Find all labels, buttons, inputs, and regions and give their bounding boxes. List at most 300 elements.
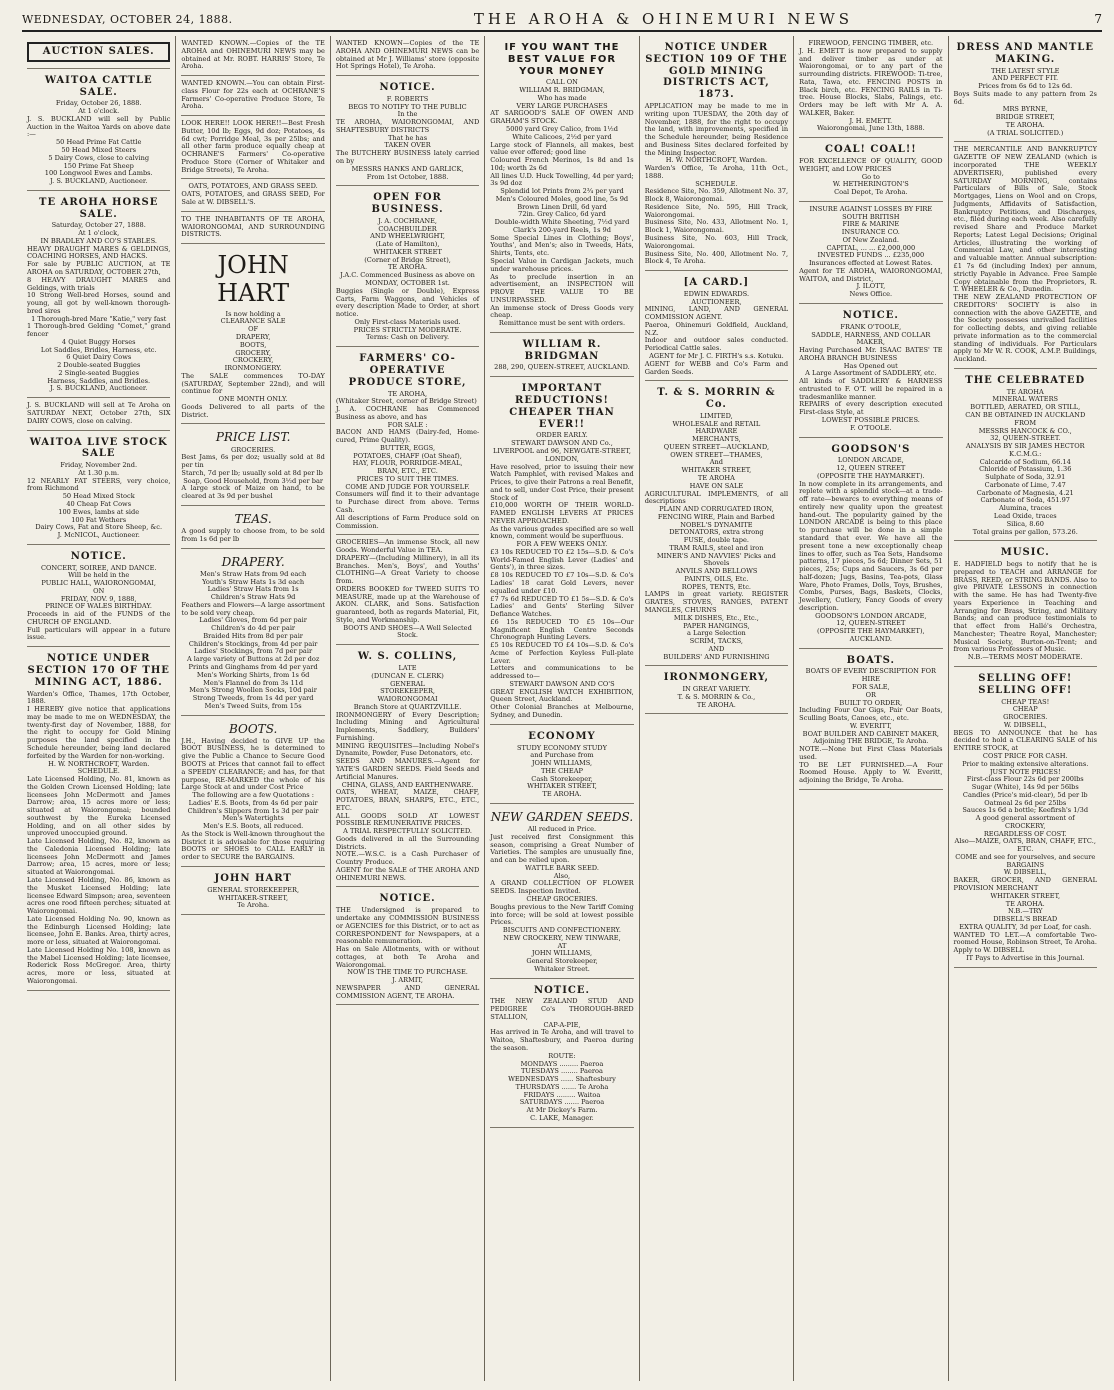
ad-line: Chloride of Potassium, 1.36	[979, 465, 1072, 474]
ad-line: GENERAL	[390, 679, 425, 688]
ad-heading: W. S. COLLINS,	[357, 651, 458, 663]
ad-line: Goods delivered in all the Surrounding Districts.	[335, 834, 480, 851]
newspaper-title: THE AROHA & OHINEMURI NEWS	[473, 10, 854, 28]
ad-line: Ladies' Straw Hats from 1s	[207, 585, 299, 594]
ad-line: £5 10s REDUCED TO £4 10s—S.D. & Co's Acme of Perfection Keyless Full-plate Lever.	[490, 641, 634, 665]
ad-line: Insurances effected at Lowest Rates.	[808, 259, 933, 268]
ad-line: TRAM RAILS, steel and iron	[669, 543, 764, 552]
ad-line: IT Pays to Advertise in this Journal.	[966, 953, 1085, 962]
ad-heading: JOHN HART	[214, 872, 292, 884]
ad-line: Warden's Office, Thames, 17th October, 1888.	[27, 689, 171, 706]
ad-line: Men's E.S. Boots, all reduced.	[203, 822, 304, 831]
ad-line: AUCTIONEER,	[691, 297, 742, 306]
ad-line: Go to	[861, 172, 880, 181]
ad-line: Some Special Lines in Clothing; Boys', Youths', and Men's; also in Tweeds, Hats, Shirts, Tents, etc.	[490, 233, 634, 258]
ad-line: Youth's Straw Hats 1s 3d each	[202, 577, 305, 586]
ad-line: WEDNESDAYS ...... Shaftesbury	[508, 1075, 616, 1084]
ad-line: BOOTS,	[239, 340, 267, 349]
ad-line: For sale by PUBLIC AUCTION, at TE AROHA on SATURDAY, OCTOBER 27th,	[27, 260, 171, 276]
column-3	[331, 36, 485, 1381]
ad-heading: NOTICE.	[70, 550, 127, 562]
ad-line: MRS BYRNE,	[1002, 105, 1048, 114]
ad-line: W. DIBSELL,	[1003, 720, 1047, 729]
ad-line: 72in. Grey Calico, 6d yard	[518, 210, 606, 219]
ad-line: ORDER EARLY.	[536, 431, 588, 440]
ad-line: WILLIAM R. BRIDGMAN,	[519, 86, 605, 95]
ad-heading: IMPORTANT REDUCTIONS! CHEAPER THAN EVER!!	[509, 383, 615, 430]
ad-line: JOHN WILLIAMS,	[531, 759, 593, 768]
advertisement	[799, 304, 942, 438]
ad-line: BISCUITS AND CONFECTIONERY.	[502, 926, 622, 935]
ad-line: Terms: Cash on Delivery.	[366, 333, 450, 342]
advertisement	[490, 804, 633, 979]
ad-heading: NOTICE.	[379, 82, 436, 94]
ad-line: BOOTS AND SHOES—A Well Selected Stock.	[343, 623, 472, 640]
ad-line: COME AND JUDGE FOR YOURSELF.	[345, 482, 470, 491]
advertisement	[490, 36, 633, 333]
ad-line: FOR SALE,	[852, 683, 890, 692]
ad-line: Harness, Saddles, and Bridles.	[47, 376, 151, 385]
ad-line: OATS, POTATOES, and GRASS SEED, For Sale at W. DIBSELL'S.	[181, 190, 325, 207]
ad-line: MONDAYS ......... Paeroa	[520, 1059, 604, 1068]
ad-line: In the	[397, 110, 418, 119]
ad-line: NOBEL'S DYNAMITE	[680, 520, 753, 529]
ad-line: 1 Thorough-bred Gelding "Comet," grand fencer	[27, 322, 171, 339]
ad-line: FIRE & MARINE	[842, 220, 900, 229]
ad-line: PAPER HANGINGS,	[683, 621, 750, 630]
ad-line: WANTED KNOWN—Copies of the TE AROHA AND OHINEMURI NEWS can be obtained at Mr J. Williams' store (opposite Hot Springs Hotel), Te Aroha.	[335, 39, 480, 71]
ad-line: NEW CROCKERY, NEW TINWARE,	[503, 933, 621, 942]
ad-line: LONDON ARCADE,	[837, 456, 904, 465]
ad-line: Lead Oxide, traces	[993, 511, 1057, 520]
ad-line: QUEEN STREET—AUCKLAND,	[663, 442, 770, 451]
ad-heading: DRESS AND MANTLE MAKING.	[956, 42, 1094, 65]
ad-line: Prices from 6s 6d to 12s 6d.	[978, 82, 1073, 91]
ad-line: FOR A FEW WEEKS ONLY.	[516, 540, 608, 549]
ad-line: Men's Working Shirts, from 1s 6d	[196, 670, 310, 679]
ad-line: GROCERY,	[235, 348, 272, 357]
ad-line: Friday, October 26, 1888.	[55, 99, 142, 108]
ad-line: Paeroa, Ohinemuri Goldfield, Auckland, N.Z.	[644, 320, 789, 337]
ad-line: J.A.C. Commenced Business as above on	[340, 271, 475, 280]
ad-line: DIBSELL'S BREAD	[993, 915, 1058, 924]
ad-heading: T. & S. MORRIN & Co.	[657, 387, 776, 411]
ad-line: OWEN STREET—THAMES,	[670, 450, 763, 459]
ad-line: GROCERIES.	[1003, 713, 1048, 722]
ad-line: Waiorongomai, June 13th, 1888.	[816, 124, 925, 133]
ad-line: THE Undersigned is prepared to undertake any COMMISSION BUSINESS or AGENCIES for this District, or to act as CORRESPONDENT for Newspapers, at a reasonable remuneration.	[335, 906, 480, 946]
ad-line: All reduced in Price.	[527, 825, 597, 834]
ad-line: LIVERPOOL and 96, NEWGATE-STREET, LONDON,	[493, 446, 631, 463]
ad-line: As the Stock is Well-known throughout the District it is advisable for those requiring BOOTS or SHOES to CALL EARLY in order to SECURE the BARGAINS.	[181, 829, 325, 862]
ad-line: GOODSON'S LONDON ARCADE,	[815, 611, 927, 620]
ad-line: IN GREAT VARIETY.	[682, 685, 751, 694]
advertisement	[27, 647, 170, 990]
ad-heading: SELLING OFF! SELLING OFF!	[978, 673, 1073, 696]
ad-line: Of New Zealand.	[842, 235, 899, 244]
ad-heading: DRAPERY.	[221, 554, 285, 569]
ad-line: £3 10s REDUCED TO £2 15s—S.D. & Co's World-Famed English Lever (Ladies' and Gents'), in three sizes.	[490, 547, 634, 572]
ad-line: BOAT BUILDER AND CABINET MAKER,	[802, 729, 940, 738]
advertisement	[954, 36, 1097, 142]
ad-line: WANTED TO LET.—A comfortable Two-roomed House, Robinson Street, Te Aroha. Apply to W. DIBSELL	[953, 930, 1097, 955]
ad-line: W. EVERITT,	[849, 721, 892, 730]
ad-line: A TRIAL RESPECTFULLY SOLICITED.	[343, 827, 472, 836]
ad-line: Men's Watertights	[222, 814, 284, 823]
ad-line: £8 10s REDUCED TO £7 10s—S.D. & Co's Ladies' 18 carat Gold Levers, never equalled under £10.	[490, 571, 634, 595]
ad-line: Late Licensed Holding, No. 81, known as the Golden Crown Licensed Holding; late licensees John McDermott and James Darrow; area, 15 acres more or less; situated at Waiorongomai; bounded southwest by the Eureka Licensed Holding, and on all other sides by unproved unoccupied ground.	[27, 775, 171, 838]
advertisement	[645, 381, 788, 666]
advertisement	[645, 36, 788, 271]
ad-line: MINER'S AND NAVVIES' Picks and Shovels	[656, 551, 776, 568]
ad-line: 5000 yard Grey Calico, from 1½d	[506, 124, 618, 133]
ad-line: NOTE.—None but First Class Materials used.	[799, 745, 943, 761]
ad-line: I HEREBY give notice that applications may be made to me on WEDNESDAY, the twenty-first day of November, 1888, for the right to occupy for Gold Mining purposes the land specified in the Schedule hereunder, being land declared forfeited by the Warden for non-working.	[27, 705, 171, 760]
ad-line: Saturday, October 27, 1888.	[51, 221, 146, 230]
ad-line: MINERAL WATERS	[992, 395, 1059, 404]
ad-line: H. W. NORTHCROFT, Warden.	[665, 156, 768, 165]
ad-line: COACHBUILDER	[378, 224, 437, 233]
ad-line: WAIORONGOMAI	[377, 695, 438, 704]
ad-line: OATS, WHEAT, MAIZE, CHAFF, POTATOES, BRAN, SHARPS, ETC., ETC., ETC.	[335, 788, 480, 812]
ad-line: NEWSPAPER AND GENERAL COMMISSION AGENT, TE AROHA.	[335, 983, 480, 1000]
ad-line: JUST NOTE PRICES!	[989, 767, 1061, 776]
ad-line: All lines U.D. Huck Towelling, 4d per yard; 3s 9d doz	[490, 171, 634, 188]
ad-line: COST PRICE FOR CASH.	[982, 751, 1068, 760]
ad-line: APPLICATION may be made to me in writing upon TUESDAY, the 20th day of November, 1888, for the right to occupy the land, with improvements, specified in the Schedule hereunder, being Residence and Business Sites declared forfeited by the Mining Inspector.	[644, 101, 789, 157]
ad-heading: TE AROHA HORSE SALE.	[39, 196, 159, 220]
advertisement	[27, 36, 170, 69]
ad-line: (DUNCAN E. CLERK)	[371, 671, 444, 680]
ad-line: Soap, Good Household, from 3½d per bar	[183, 476, 324, 485]
ad-line: CLEARANCE SALE	[220, 317, 286, 326]
ad-line: Prior to making extensive alterations.	[962, 759, 1089, 768]
ad-line: Candles (Price's mid-clear), 5d per lb	[962, 790, 1088, 799]
ad-line: SCRIM, TACKS,	[689, 637, 744, 646]
ad-line: E. HADFIELD begs to notify that he is prepared to TEACH and ARRANGE for BRASS, REED, or STRING BANDS. Also to give PRIVATE LESSONS in connection with the same. He has had Twenty-five years Experience in Teaching and Arranging for Brass, String, and Military Bands; and can produce testimonials to that effect from Hallé's Orchestra, Manchester; Theatre Royal, Manchester; Musical Society, Burton-on-Trent; and from various Professors of Music.	[953, 560, 1097, 654]
ad-heading: NOTICE.	[379, 893, 436, 905]
ad-line: J. ARMIT,	[392, 976, 424, 985]
ad-line: LOWEST POSSIBLE PRICES.	[821, 415, 920, 424]
ad-heading: GOODSON'S	[831, 443, 911, 455]
advertisement	[181, 549, 324, 716]
ad-heading: IF YOU WANT THE BEST VALUE FOR YOUR MONEY	[504, 42, 620, 77]
ad-line: a Large Selection	[686, 629, 746, 638]
ad-line: MINING, LAND, AND GENERAL COMMISSION AGENT.	[644, 305, 789, 322]
ad-line: THE LATEST STYLE	[990, 66, 1060, 75]
ad-line: FIREWOOD, FENCING TIMBER, etc.	[808, 39, 934, 47]
ad-line: Men's Strong Woollen Socks, 10d pair	[189, 686, 317, 695]
ad-line: AGENT for Mr J. C. FIRTH's s.s. Kotuku.	[649, 351, 784, 360]
advertisement	[27, 431, 170, 545]
ad-line: AGENT for the SALE of THE AROHA AND OHINEMURI NEWS.	[335, 865, 480, 882]
ad-line: 12, QUEEN-STREET	[836, 619, 906, 628]
ad-line: The BUTCHERY BUSINESS lately carried on by	[335, 149, 480, 165]
ad-line: T. & S. MORRIN & Co.,	[677, 692, 756, 701]
ad-line: Full particulars will appear in a future issue.	[27, 625, 171, 642]
ad-heading: IRONMONGERY,	[663, 672, 770, 684]
ad-line: Alumina, traces	[998, 504, 1052, 513]
ad-line: ON	[93, 586, 105, 595]
ad-line: Agent for TE AROHA, WAIORONGOMAI, WAITOA, and District,	[799, 266, 943, 283]
advertisement	[181, 506, 324, 549]
ad-heading: JOHN HART	[217, 251, 290, 308]
ad-line: The SALE commences TO-DAY (SATURDAY, September 22nd), and will continue for	[181, 371, 325, 396]
ad-heading: ECONOMY	[528, 730, 596, 742]
ad-line: AND WHEELWRIGHT,	[370, 232, 445, 241]
ad-line: That he has	[387, 133, 428, 142]
ad-line: Adjoining THE BRIDGE, Te Aroha.	[813, 737, 929, 746]
ad-line: Ladies' Gloves, from 6d per pair	[199, 616, 307, 625]
ad-line: 1 Thorough-bred Mare "Katie," very fast	[31, 314, 167, 323]
ad-line: PRICES STRICTLY MODERATE.	[353, 325, 462, 334]
ad-line: TE AROHA	[1006, 387, 1044, 396]
ad-line: TO BE LET FURNISHED.—A Four Roomed House. Apply to W. Everitt, adjoining the Bridge, Te Aroha.	[799, 760, 943, 785]
ad-line: THE MERCANTILE AND BANKRUPTCY GAZETTE OF NEW ZEALAND (which is incorporated THE WEEKLY ADVERTISER), published every SATURDAY MORNING, contains Particulars of Bills of Sale, Stock Mortgages, Liens on Wool and on Crops, Judgments, Affidavits of Satisfaction, Bankruptcy Petitions, and Discharges, etc., filed during each week. Also carefully revised Share and Produce Market Reports; Latest Legal Decisions; Original Articles, illustrating the working of Commercial Law, and other interesting and valuable matter. Annual subscription: £1 7s 6d (including Index) per annum, strictly Payable in Advance. Free Sample Copy obtainable from the Proprietors, R. T. WHEELER & Co., Dunedin.	[953, 145, 1097, 294]
ad-line: 50 Head Prime Fat Cattle	[55, 138, 142, 147]
ad-line: DRAPERY—(Including Millinery), in all its Branches. Men's, Boys', and Youths' CLOTHING—A Great Variety to choose from.	[335, 553, 480, 586]
ad-line: A good general assortment of	[975, 814, 1075, 823]
ad-line: IRONMONGERY.	[224, 364, 282, 373]
ad-line: 12 NEARLY FAT STEERS, very choice, from Richmond	[27, 476, 171, 493]
ad-line: Oatmeal 2s 6d per 25lbs	[984, 798, 1067, 807]
page-number: 7	[1094, 12, 1102, 26]
ad-line: HARDWARE	[695, 427, 738, 436]
ad-line: H. W. NORTHCROFT, Warden.	[48, 759, 150, 768]
advertisement	[490, 725, 633, 804]
ad-line: Prints and Ginghams from 4d per yard	[188, 662, 318, 671]
ad-line: In now complete in its arrangements, and replete with a splendid stock—at a trade-off rate—bewarcs to everything means of entirely new quality upon the greatest hand-out. The popularity gained by the LONDON ARCADE is being to this place to purchase will be done in a simple standard that ever. We have all the present tone a new exceptionally cheap lines to offer, such as Tea Sets, Handsome patterns, 17 pieces, 5s 6d; Dinner Sets, 51 pieces, 25s; Cups and Saucers, 3s 6d per half-dozen; Jugs, Basins, Tea-pots, Glass Ware, Photo Frames, Dolls, Toys, Brushes, Combs, Purses, Bags, Baskets, Clocks, Jewellery, Cutlery, Fancy Goods of every description.	[799, 479, 943, 612]
ad-heading: WILLIAM R. BRIDGMAN	[522, 338, 602, 362]
ad-line: Strong Tweeds, from 1s 4d per yard	[192, 694, 314, 703]
ad-line: White Calicoes, 2½d per yard	[512, 132, 612, 141]
ad-line: CHEAP	[1012, 705, 1038, 714]
ad-line: Children's Stockings, from 4d per pair	[188, 639, 318, 648]
ad-line: WHITAKER STREET,	[527, 782, 597, 791]
ad-line: FROM	[1014, 418, 1037, 427]
ad-line: SATURDAYS ....... Paeroa	[519, 1098, 605, 1107]
ad-line: INSURANCE CO.	[841, 228, 900, 237]
ad-line: Men's Flannel do from 3s 11d	[203, 678, 304, 687]
advertisement	[181, 179, 324, 211]
ad-line: LOOK HERE!! LOOK HERE!!—Best Fresh Butter, 10d lb; Eggs, 9d doz; Potatoes, 4s 6d cwt; Porridge Meal, 3s per 25lbs; and all other farm produce equally cheap at OCHRANE'S Farmers' Co-operative Produce Store (Corner of Whitaker and Bridge Streets), Te Aroha.	[181, 119, 325, 174]
ad-heading: MUSIC.	[1000, 547, 1050, 559]
ad-line: STUDY ECONOMY STUDY	[516, 743, 607, 752]
ad-line: All descriptions of Farm Produce sold on Commission.	[335, 513, 480, 530]
ad-line: ORDERS BOOKED for TWEED SUITS TO MEASURE, made up at the Warehouse of AKON. CLARK, and Sons. Satisfaction guaranteed, both as regards Material, Fit, Style, and Workmanship.	[335, 584, 480, 624]
ad-line: and Purchase from	[530, 751, 594, 760]
advertisement	[799, 36, 942, 138]
column-2	[176, 36, 330, 1381]
ad-line: Braided Hits from 8d per pair	[203, 631, 303, 640]
ad-line: Silica, 8.60	[1006, 519, 1044, 528]
ad-line: Lot Saddles, Bridles, Harness, etc.	[40, 345, 157, 354]
advertisement	[27, 545, 170, 647]
advertisement	[490, 979, 633, 1128]
column-4	[485, 36, 639, 1381]
ad-line: FUSE, double tape.	[683, 536, 750, 545]
ad-line: LAMPS in great variety. REGISTER GRATES, STOVES, RANGES, PATENT MANGLES, CHURNS	[644, 590, 789, 615]
ad-line: Has arrived in Te Aroha, and will travel to Waitoa, Shaftesbury, and Paeroa during the season.	[490, 1028, 634, 1053]
ad-line: WHITAKER STREET,	[681, 466, 752, 475]
ad-line: CONCERT, SOIREE, AND DANCE.	[40, 563, 157, 572]
ad-heading: FARMERS' CO-OPERATIVE PRODUCE STORE,	[348, 353, 467, 388]
advertisement	[336, 36, 479, 76]
ad-heading: [A CARD.]	[683, 277, 750, 289]
ad-line: SOUTH BRITISH	[842, 212, 900, 221]
ad-line: As the various grades specified are so well known, comment would be superfluous.	[490, 524, 634, 541]
advertisement	[799, 202, 942, 304]
ad-line: (OPPOSITE THE HAYMARKET).	[817, 471, 925, 480]
ad-line: BEGS TO ANNOUNCE that he has decided to hold a CLEARING SALE of his ENTIRE STOCK, at	[953, 728, 1097, 753]
ad-line: As to preclude insertion in an advertisement, an INSPECTION will PROVE THE VALUE TO BE UNSURPASSED.	[490, 272, 634, 304]
ad-line: 2 Single-seated Buggies	[58, 368, 140, 377]
ad-line: Business Site, No. 400, Allotment No. 7, Block 4, Te Aroha.	[644, 249, 789, 266]
ad-line: WANTED KNOWN.—You can obtain First-class Flour for 22s each at OCHRANE'S Farmers' Co-operative Produce Store, Te Aroha.	[181, 79, 325, 111]
ad-line: Late Licensed Holding No. 90, known as the Edinburgh Licensed Holding; late licensee, John E. Banks. Area, thirty acres, more or less, situated at Waiorongomai.	[27, 914, 171, 947]
ad-line: A large stock of Maize on hand, to be cleared at 3s 9d per bushel	[181, 484, 325, 501]
ad-line: Late Licensed Holding, No. 86, known as the Musket Licensed Holding; late licensee Edward Simpson; area, seventeen acres one rood fifteen perches; situated at Waiorongomai.	[27, 876, 171, 916]
advertisement	[799, 649, 942, 790]
ad-line: HAY, FLOUR, PORRIDGE-MEAL,	[352, 459, 463, 468]
ad-line: £7 7s 6d REDUCED TO £1 5s—S.D. & Co's Ladies' and Gents' Sterling Silver Defiance Watches.	[490, 594, 634, 619]
advertisement	[336, 76, 479, 186]
ad-line: Best Jams, 6s per doz; usually sold at 8d per tin	[181, 453, 325, 470]
advertisement	[181, 116, 324, 179]
ad-line: PLAIN AND CORRUGATED IRON,	[659, 505, 774, 514]
ad-line: WHITAKER STREET	[373, 247, 442, 256]
ad-line: J. S. BUCKLAND, Auctioneer.	[50, 384, 148, 393]
ad-line: COME and see for yourselves, and secure	[955, 852, 1096, 861]
ad-line: Children's Straw Hats 9d	[210, 593, 296, 602]
advertisement	[181, 867, 324, 915]
ad-line: Coloured French Merinos, 1s 8d and 1s 10d; worth 2s 6d	[490, 156, 634, 172]
ad-line: £10,000 WORTH OF THEIR WORLD-FAMED ENGLISH LEVERS AT PRICES NEVER APPROACHED.	[490, 501, 634, 525]
ad-line: HEAVY DRAUGHT MARES & GELDINGS, COACHING HORSES, AND HACKS.	[27, 244, 171, 261]
ad-heading: NEW GARDEN SEEDS.	[490, 809, 634, 824]
ad-line: From 1st October, 1888.	[366, 172, 449, 181]
advertisement	[181, 212, 324, 244]
ad-line: 8 HEAVY DRAUGHT MARES and Geldings, with trials	[27, 275, 171, 292]
ad-line: Boys Suits made to any pattern from 2s 6d.	[953, 89, 1097, 106]
ad-line: Cash Storekeeper,	[531, 774, 593, 783]
ad-line: 5 Dairy Cows, close to calving	[48, 153, 150, 162]
ad-line: All kinds of SADDLERY & HARNESS entrusted to F. O'T. will be repaired in a tradesmanlike manner.	[799, 377, 943, 401]
ad-heading: PRICE LIST.	[215, 430, 291, 445]
ad-line: 50 Head Mixed Stock	[62, 492, 135, 501]
ad-line: Large stock of Flannels, all makes, best value ever offered; good line	[490, 140, 634, 157]
advertisement	[336, 186, 479, 347]
ad-line: TE AROHA, WAIORONGOMAI, AND SHAFTESBURY DISTRICTS	[335, 118, 480, 134]
ad-line: Having Purchased Mr. ISAAC BATES' TE AROHA BRANCH BUSINESS	[799, 346, 943, 362]
ad-line: At 1 o'clock.	[78, 107, 120, 116]
ad-line: BOATS OF EVERY DESCRIPTION FOR HIRE	[805, 667, 936, 684]
ad-line: SADDLE, HARNESS, AND COLLAR MAKER,	[811, 330, 931, 347]
ad-line: AT	[557, 941, 567, 950]
ad-line: FRIDAYS ......... Waitoa	[523, 1090, 601, 1099]
ad-line: INSURE AGAINST LOSSES BY FIRE	[809, 204, 933, 213]
ad-line: VERY LARGE PURCHASES	[516, 101, 608, 110]
ad-line: (Late of Hamilton),	[375, 240, 440, 249]
ad-line: Indoor and outdoor sales conducted. Periodical Cattle sales.	[644, 336, 789, 353]
ad-line: J. A. COCHRANE,	[378, 216, 438, 225]
ad-line: BUILT TO ORDER,	[839, 698, 903, 707]
ad-line: 2 Double-seated Buggies	[57, 361, 141, 370]
ad-line: SCHEDULE.	[77, 767, 120, 776]
ad-line: BUTTER, EGGS,	[380, 443, 436, 452]
ad-line: Friday, November 2nd.	[60, 461, 138, 470]
ad-line: Will be held in the	[68, 571, 130, 580]
ad-line: Men's Straw Hats from 9d each	[200, 569, 307, 578]
ad-line: NOW IS THE TIME TO PURCHASE.	[347, 968, 468, 977]
ad-line: Men's Tweed Suits, from 15s	[204, 701, 302, 710]
ad-line: WHITAKER-STREET,	[218, 893, 289, 902]
ad-line: PRINCE OF WALES BIRTHDAY.	[45, 602, 153, 611]
ad-line: INVESTED FUNDS ... £235,000	[817, 251, 925, 260]
ad-line: MONDAY, OCTOBER 1st.	[365, 279, 450, 287]
ad-line: Buggies (Single or Double), Express Carts, Farm Waggons, and Vehicles of every description Made to Order, at short notice.	[335, 286, 480, 319]
ad-line: The following are a few Quotations :	[192, 791, 314, 800]
ad-line: PRICES TO SUIT THE TIMES.	[356, 474, 459, 483]
ad-line: 32, QUEEN-STREET.	[990, 434, 1061, 443]
ad-line: Only First-class Materials used.	[354, 317, 461, 326]
ad-line: FENCING WIRE, Plain and Barbed	[657, 512, 775, 521]
ad-heading: WAITOA LIVE STOCK SALE	[29, 436, 168, 460]
ad-line: A GRAND COLLECTION OF FLOWER SEEDS. Inspection Invited.	[490, 879, 634, 896]
ad-line: 6 Quiet Dairy Cows	[66, 353, 132, 362]
ad-line: Men's Coloured Moles, good line, 5s 9d	[495, 194, 629, 203]
ad-line: LATE	[398, 664, 417, 673]
ad-line: And	[709, 458, 724, 467]
advertisement	[181, 244, 324, 424]
ad-line: TE AROHA.	[388, 263, 428, 272]
ad-line: (Corner of Bridge Street),	[364, 255, 451, 264]
ad-line: Sauces 1s 6d a bottle; Keefirsh's 1/3d	[962, 806, 1089, 815]
ad-line: Late Licensed Holding No. 108, known as the Mabel Licensed Holding; late licensee, Roderick Ross McGregor. Area, thirty acres, more or less, situated at Waiorongomai.	[27, 945, 171, 985]
columns	[22, 36, 1102, 1381]
ad-line: WANTED KNOWN.—Copies of the TE AROHA and OHINEMURI NEWS may be obtained at Mr. ROBT. HARRIS' Store, Te Aroha.	[181, 39, 325, 71]
ad-line: PUBLIC HALL, WAIORONGOMAI,	[41, 579, 156, 588]
ad-line: 150 Prime Fat Sheep	[63, 161, 134, 170]
ad-line: HAVE ON SALE	[689, 481, 744, 490]
ad-line: CAP-A-PIE,	[543, 1020, 581, 1029]
ad-line: 100 Fat Wethers	[71, 515, 127, 524]
ad-line: Brown Linen Drill, 6d yard	[517, 202, 607, 211]
ad-line: Including Four Oar Gigs, Pair Oar Boats, Sculling Boats, Canoes, etc., etc.	[799, 706, 943, 723]
ad-line: Splendid lot Prints from 2¾ per yard	[500, 187, 624, 196]
ad-line: ONE MONTH ONLY.	[218, 395, 288, 404]
ad-heading: BOOTS.	[228, 721, 278, 736]
ad-line: £6 15s REDUCED TO £5 10s—Our Magnificent English Centre Seconds Chronograph Hunting Levers.	[490, 617, 634, 642]
ad-line: N.B.—TRY	[1007, 907, 1043, 916]
ad-line: Dairy Cows, Fat and Store Sheep, &c.	[35, 523, 163, 532]
ad-line: LIMITED,	[700, 411, 733, 420]
advertisement	[490, 333, 633, 377]
ad-line: Sulphate of Soda, 32.91	[985, 473, 1066, 482]
ad-line: Have resolved, prior to issuing their new Watch Pamphlet, with revised Makes and Prices, to give their Patrons a real Benefit, and to sell, under Cost Price, their present Stock of	[490, 462, 634, 502]
ad-line: TO THE INHABITANTS OF TE AROHA, WAIORONGOMAI, AND SURROUNDING DISTRICTS.	[181, 214, 325, 239]
ad-line: Business Site, No. 603, Hill Track, Waiorongomai.	[644, 234, 789, 250]
advertisement	[645, 666, 788, 714]
ad-line: J.H., Having decided to GIVE UP the BOOT BUSINESS, he is determined to give the Public a Chance to Secure Good BOOTS at Prices that cannot fail to effect a SPEEDY CLEARANCE; and has, for that purpose, RE-MARKED the whole of his Large Stock at and under Cost Price	[181, 736, 325, 792]
ad-line: STEWART DAWSON AND Co.,	[511, 439, 613, 448]
ad-line: BRAN, ETC., ETC.	[377, 467, 438, 476]
ad-line: Warden's Office, Te Aroha, 11th Oct., 1888.	[644, 164, 789, 180]
ad-line: Whitaker Street.	[534, 964, 590, 973]
ad-line: BEGS TO NOTIFY TO THE PUBLIC	[348, 102, 467, 111]
ad-line: N.B.—TERMS MOST MODERATE.	[967, 653, 1083, 662]
ad-line: BACON AND HAMS (Dairy-fed, Home-cured, Prime Quality).	[335, 428, 480, 445]
